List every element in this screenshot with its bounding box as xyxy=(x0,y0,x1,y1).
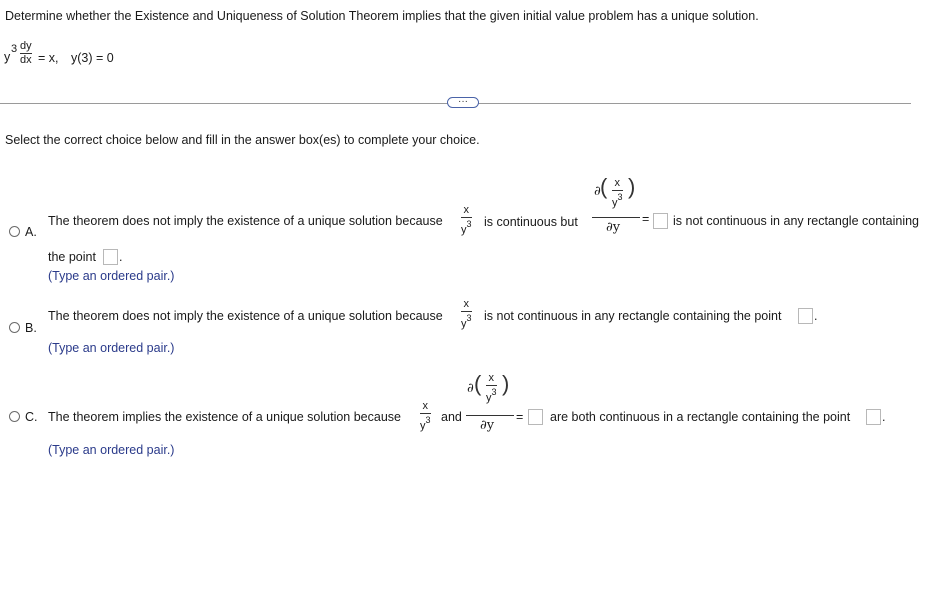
frac-numerator: x xyxy=(422,400,428,412)
choice-a-hint: (Type an ordered pair.) xyxy=(48,269,175,283)
inner-fraction xyxy=(486,373,497,404)
equals-sign: = xyxy=(642,212,650,226)
choice-b-text-1: The theorem does not imply the existence of a unique solution because xyxy=(48,309,443,323)
instruction-text: Select the correct choice below and fill in the answer box(es) to complete your choice. xyxy=(5,133,480,147)
eq-rhs: = x, xyxy=(38,51,59,65)
choice-a-label[interactable]: A. xyxy=(25,225,37,239)
partial-fraction-bar xyxy=(592,217,640,218)
frac-denominator: $y^3$ xyxy=(461,313,472,330)
eq-derivative xyxy=(20,41,32,66)
choice-a-fraction-x-over-y3 xyxy=(461,205,472,236)
inner-num: x xyxy=(614,177,620,189)
choice-b-hint: (Type an ordered pair.) xyxy=(48,341,175,355)
left-paren: ( xyxy=(600,174,608,199)
eq-dx: dx xyxy=(20,54,32,66)
inner-fraction xyxy=(612,178,623,209)
partial-symbol: ∂ xyxy=(467,381,474,396)
partial-dy: ∂y xyxy=(606,220,621,235)
eq-y: y xyxy=(4,50,11,64)
choice-b-fraction-x-over-y3 xyxy=(461,299,472,330)
choice-c-label[interactable]: C. xyxy=(25,410,38,424)
frac-numerator: x xyxy=(463,298,469,310)
choice-a-period: . xyxy=(119,250,123,264)
eq-dy: dy xyxy=(20,40,32,52)
choice-a-text-4: the point xyxy=(48,250,96,264)
right-paren: ) xyxy=(628,174,636,199)
choice-b-label[interactable]: B. xyxy=(25,321,37,335)
choice-c-radio[interactable] xyxy=(9,411,20,422)
choice-c-fraction-x-over-y3 xyxy=(420,401,431,432)
inner-den: $y^3$ xyxy=(612,192,623,209)
choice-a-radio[interactable] xyxy=(9,226,20,237)
choice-c-period: . xyxy=(882,410,886,424)
more-options-button[interactable]: ··· xyxy=(447,97,479,108)
choice-c-derivative-input[interactable] xyxy=(528,409,543,425)
equals-sign: = xyxy=(516,410,524,424)
choice-b-text-2: is not continuous in any rectangle containing the point xyxy=(484,309,782,323)
choice-a-text-3: is not continuous in any rectangle containing xyxy=(673,214,919,228)
choice-b-point-input[interactable] xyxy=(798,308,813,324)
partial-dy: ∂y xyxy=(480,418,495,433)
frac-denominator: $y^3$ xyxy=(420,415,431,432)
choice-c-hint: (Type an ordered pair.) xyxy=(48,443,175,457)
question-prompt: Determine whether the Existence and Uniqueness of Solution Theorem implies that the given initial value problem has a unique solution. xyxy=(5,9,759,23)
frac-denominator: $y^3$ xyxy=(461,219,472,236)
choice-c-text-2: and xyxy=(441,410,462,424)
choice-a-derivative-input[interactable] xyxy=(653,213,668,229)
choice-c-point-input[interactable] xyxy=(866,409,881,425)
inner-den: $y^3$ xyxy=(486,387,497,404)
choice-c-text-1: The theorem implies the existence of a unique solution because xyxy=(48,410,401,424)
choice-b-period: . xyxy=(814,309,818,323)
frac-numerator: x xyxy=(463,204,469,216)
choice-a-text-2: is continuous but xyxy=(484,215,578,229)
eq-condition: y(3) = 0 xyxy=(71,51,114,65)
right-paren: ) xyxy=(502,371,510,396)
choice-b-radio[interactable] xyxy=(9,322,20,333)
partial-symbol: ∂ xyxy=(594,184,601,199)
choice-a-point-input[interactable] xyxy=(103,249,118,265)
left-paren: ( xyxy=(474,371,482,396)
choice-c-text-3: are both continuous in a rectangle containing the point xyxy=(550,410,851,424)
partial-fraction-bar xyxy=(466,415,514,416)
inner-num: x xyxy=(488,372,494,384)
eq-exponent: 3 xyxy=(11,43,18,55)
choice-a-text-1: The theorem does not imply the existence of a unique solution because xyxy=(48,214,443,228)
